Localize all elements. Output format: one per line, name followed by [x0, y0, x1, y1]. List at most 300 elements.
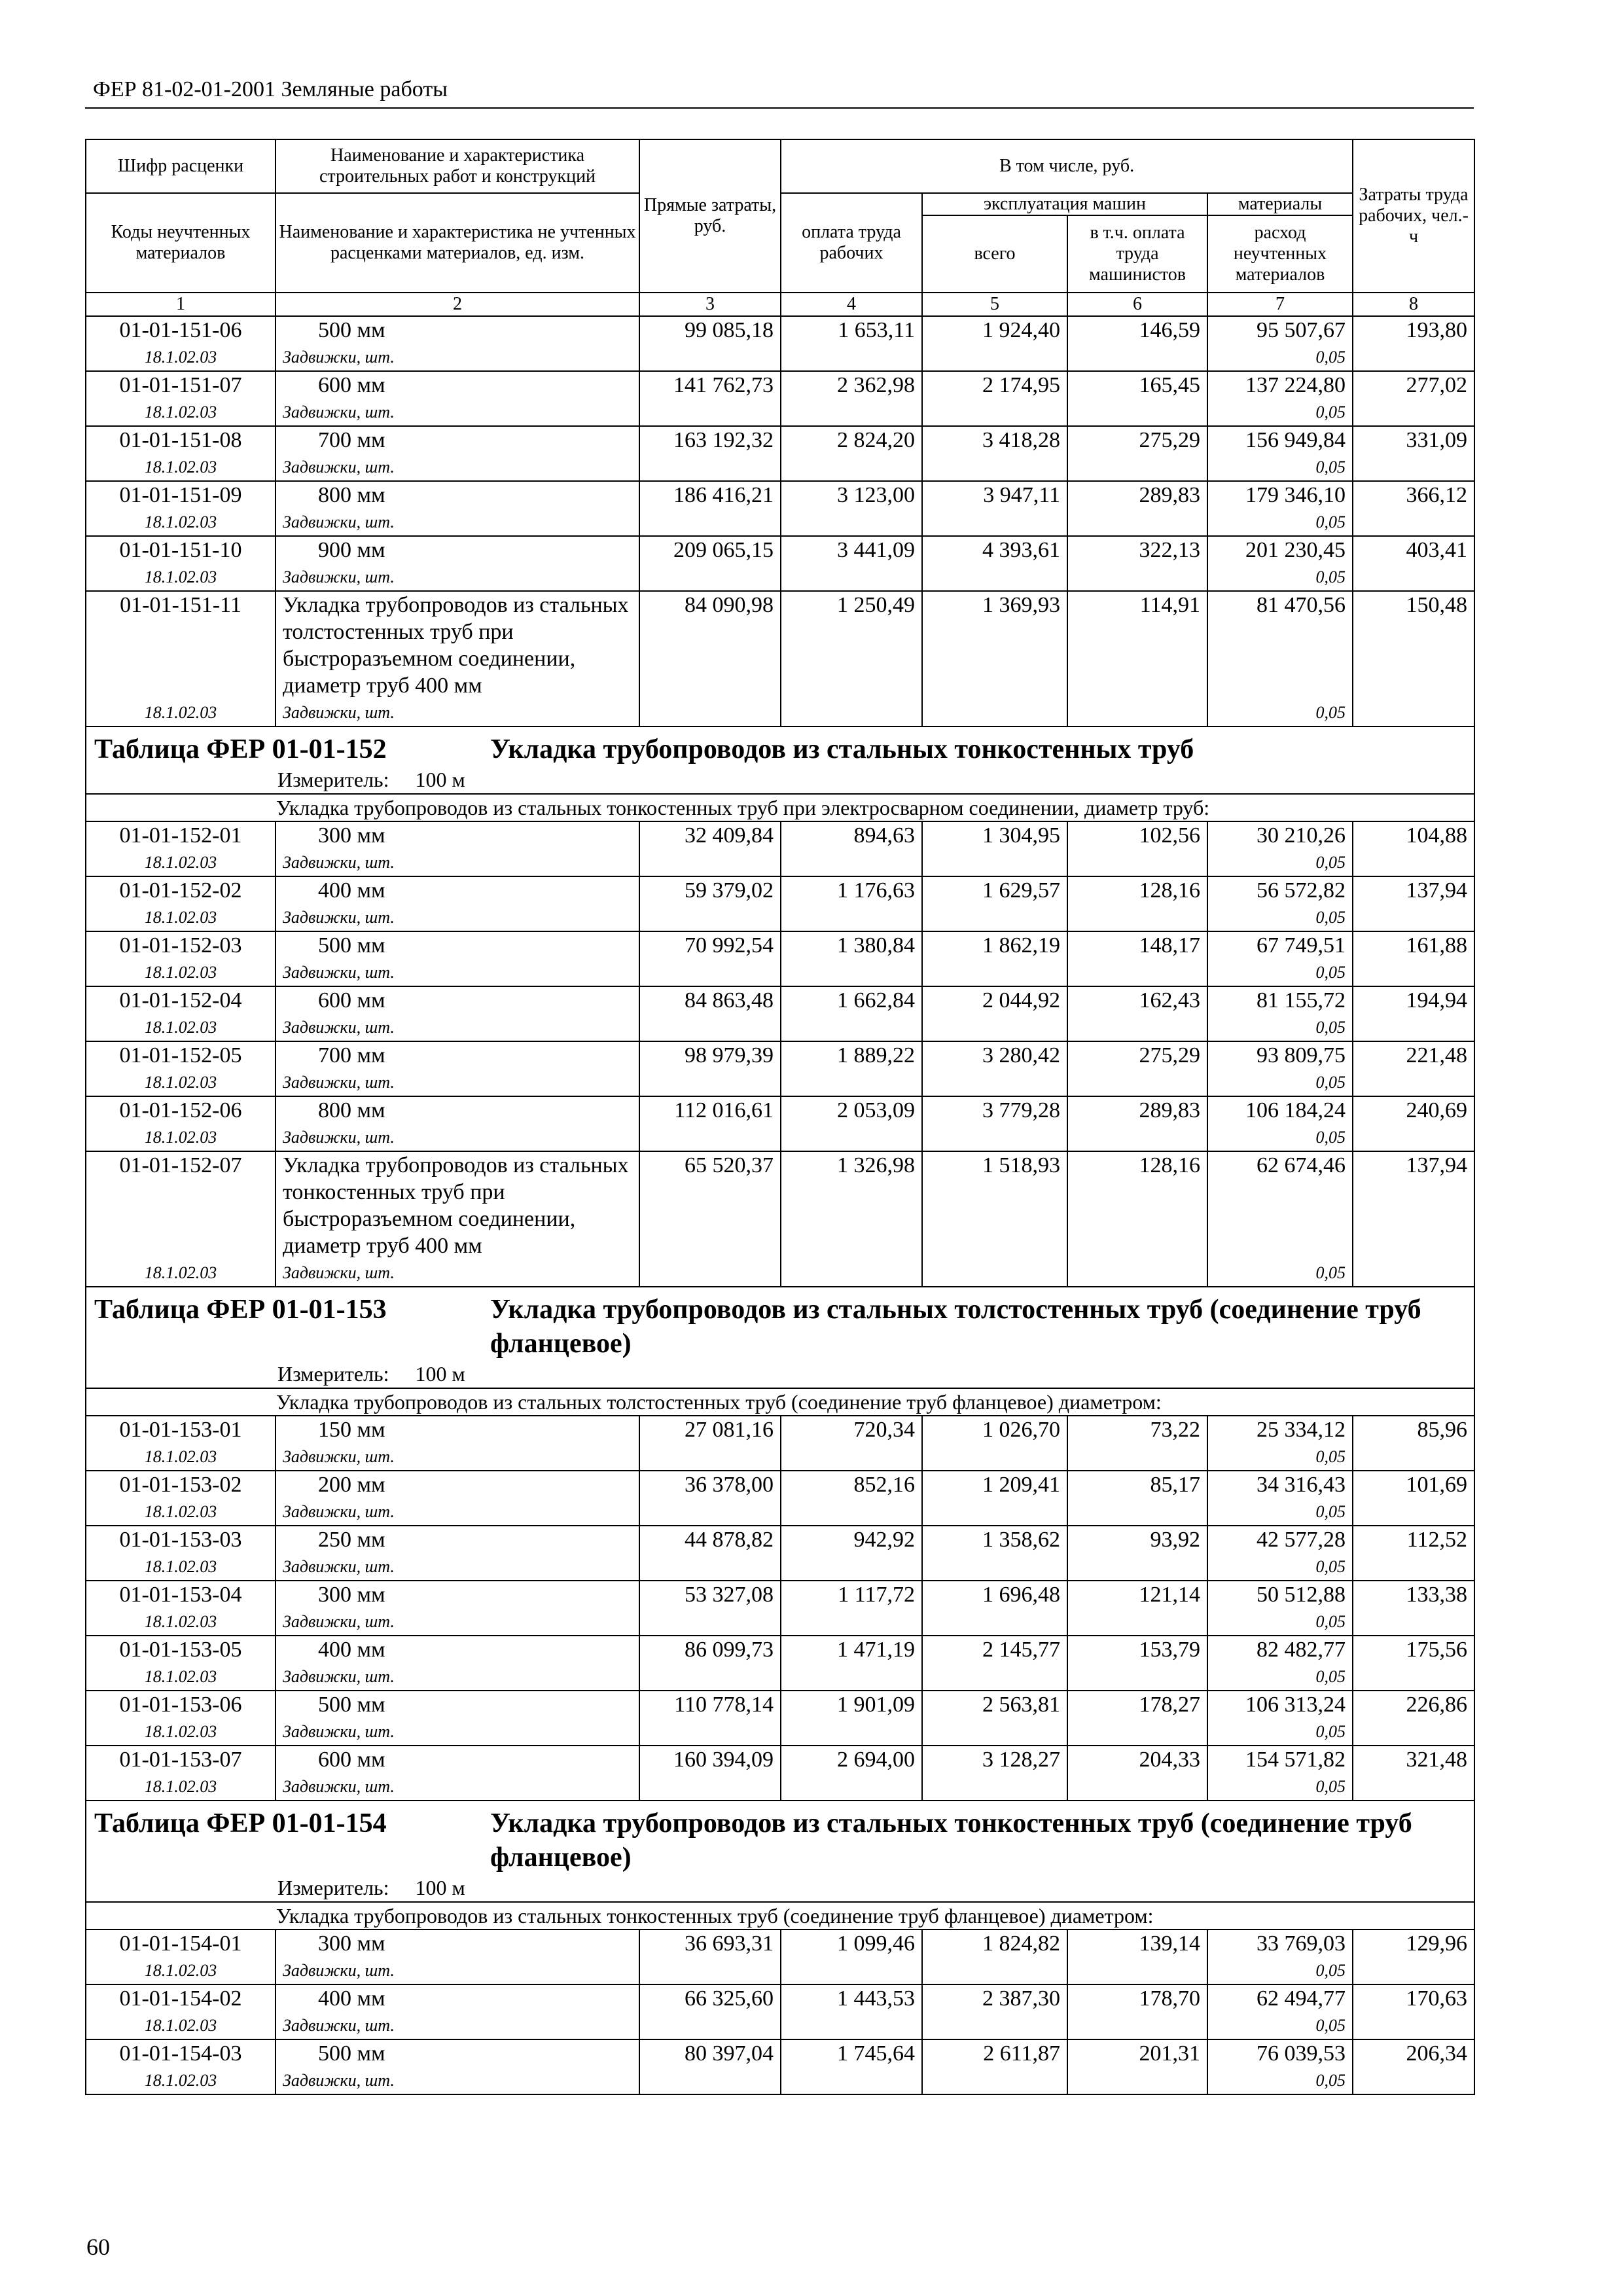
material-code: 18.1.02.03	[144, 908, 217, 927]
material-code: 18.1.02.03	[144, 1777, 217, 1796]
labor-hours: 85,96	[1353, 1416, 1474, 1471]
work-name-cell	[276, 536, 639, 591]
machines-total: 4 393,61	[922, 536, 1067, 591]
materials-cost: 50 512,88	[1257, 1583, 1346, 1607]
section-header-row	[86, 1801, 1474, 1874]
header-code-top: Шифр расценки	[86, 139, 276, 193]
labor-pay: 2 362,98	[781, 371, 922, 426]
materials-cell	[1207, 591, 1353, 726]
material-code: 18.1.02.03	[144, 1557, 217, 1576]
machines-total: 2 563,81	[922, 1691, 1067, 1746]
section-table-id: Таблица ФЕР 01-01-153	[94, 1295, 387, 1325]
work-name-cell	[276, 1041, 639, 1096]
table-row	[86, 426, 1474, 481]
material-qty: 0,05	[1315, 908, 1346, 927]
labor-pay: 1 250,49	[781, 591, 922, 726]
rate-code-cell	[86, 591, 276, 726]
materials-cell	[1207, 1416, 1353, 1471]
material-name: Задвижки, шт.	[283, 1722, 395, 1741]
rate-code: 01-01-154-01	[119, 1931, 242, 1956]
labor-pay: 1 901,09	[781, 1691, 922, 1746]
column-number: 5	[922, 293, 1067, 316]
work-name-cell	[276, 481, 639, 536]
material-name: Задвижки, шт.	[283, 703, 395, 722]
column-number: 2	[276, 293, 639, 316]
header-labor-pay: оплата труда рабочих	[781, 193, 922, 293]
material-name: Задвижки, шт.	[283, 853, 395, 872]
column-number: 1	[86, 293, 276, 316]
materials-cell	[1207, 986, 1353, 1041]
material-code: 18.1.02.03	[144, 1612, 217, 1631]
materials-cell	[1207, 1691, 1353, 1746]
table-row	[86, 1984, 1474, 2039]
material-qty: 0,05	[1315, 348, 1346, 367]
materials-cell	[1207, 1526, 1353, 1581]
machines-total: 1 696,48	[922, 1581, 1067, 1636]
rate-code: 01-01-151-09	[119, 483, 242, 507]
section-heading	[86, 726, 1474, 766]
rate-code-cell	[86, 1746, 276, 1801]
labor-hours: 277,02	[1353, 371, 1474, 426]
machines-pay: 275,29	[1067, 1041, 1207, 1096]
rates-table	[85, 139, 1475, 2095]
labor-hours: 112,52	[1353, 1526, 1474, 1581]
machines-pay: 153,79	[1067, 1636, 1207, 1691]
labor-pay: 2 824,20	[781, 426, 922, 481]
material-qty: 0,05	[1315, 1447, 1346, 1466]
section-table-title: Укладка трубопроводов из стальных тонкостенных труб	[490, 734, 1194, 764]
work-name: 700 мм	[318, 428, 385, 452]
work-name: 500 мм	[318, 1693, 385, 1717]
measure-label: Измеритель:	[277, 1876, 389, 1899]
direct-costs: 86 099,73	[639, 1636, 781, 1691]
material-qty: 0,05	[1315, 1612, 1346, 1631]
material-qty: 0,05	[1315, 1961, 1346, 1980]
work-name-cell	[276, 876, 639, 931]
table-row	[86, 1746, 1474, 1801]
material-qty: 0,05	[1315, 2016, 1346, 2035]
work-name-cell	[276, 1691, 639, 1746]
rate-code: 01-01-152-01	[119, 823, 242, 848]
rate-code-cell	[86, 1984, 276, 2039]
materials-cost: 156 949,84	[1245, 428, 1346, 452]
material-code: 18.1.02.03	[144, 1961, 217, 1980]
labor-pay: 1 471,19	[781, 1636, 922, 1691]
header-labor-costs: Затраты труда рабочих, чел.-ч	[1353, 139, 1474, 293]
direct-costs: 27 081,16	[639, 1416, 781, 1471]
materials-cost: 106 184,24	[1245, 1098, 1346, 1122]
table-row	[86, 986, 1474, 1041]
labor-hours: 133,38	[1353, 1581, 1474, 1636]
work-name: 500 мм	[318, 933, 385, 958]
section-table-title: Укладка трубопроводов из стальных тонкостенных труб (соединение труб фланцевое)	[490, 1808, 1412, 1873]
materials-cost: 25 334,12	[1257, 1418, 1346, 1442]
material-code: 18.1.02.03	[144, 348, 217, 367]
table-row	[86, 1636, 1474, 1691]
material-qty: 0,05	[1315, 1263, 1346, 1282]
material-name: Задвижки, шт.	[283, 1961, 395, 1980]
material-name: Задвижки, шт.	[283, 1667, 395, 1686]
machines-pay: 73,22	[1067, 1416, 1207, 1471]
rate-code: 01-01-151-07	[119, 373, 242, 397]
direct-costs: 84 863,48	[639, 986, 781, 1041]
labor-pay: 1 889,22	[781, 1041, 922, 1096]
table-row	[86, 1526, 1474, 1581]
materials-cost: 42 577,28	[1257, 1528, 1346, 1552]
rate-code: 01-01-154-02	[119, 1986, 242, 2011]
work-name-cell	[276, 1746, 639, 1801]
material-code: 18.1.02.03	[144, 853, 217, 872]
section-table-id: Таблица ФЕР 01-01-152	[94, 734, 387, 764]
machines-pay: 93,92	[1067, 1526, 1207, 1581]
rate-code-cell	[86, 931, 276, 986]
materials-cell	[1207, 1636, 1353, 1691]
column-number: 6	[1067, 293, 1207, 316]
table-row	[86, 1581, 1474, 1636]
measure-row	[86, 1874, 1474, 1902]
direct-costs: 80 397,04	[639, 2039, 781, 2094]
material-code: 18.1.02.03	[144, 963, 217, 982]
work-name-cell	[276, 371, 639, 426]
rate-code-cell	[86, 876, 276, 931]
machines-pay: 128,16	[1067, 1151, 1207, 1287]
materials-cell	[1207, 1096, 1353, 1151]
machines-pay: 85,17	[1067, 1471, 1207, 1526]
rate-code: 01-01-152-06	[119, 1098, 242, 1122]
section-subtitle: Укладка трубопроводов из стальных тонкостенных труб (соединение труб фланцевое) диаметром:	[86, 1902, 1474, 1929]
work-name: 200 мм	[318, 1473, 385, 1497]
section-table-title: Укладка трубопроводов из стальных толстостенных труб (соединение труб фланцевое)	[490, 1295, 1421, 1359]
materials-cost: 82 482,77	[1257, 1638, 1346, 1662]
subtitle-row	[86, 1902, 1474, 1929]
table-row	[86, 1471, 1474, 1526]
labor-hours: 366,12	[1353, 481, 1474, 536]
rate-code-cell	[86, 986, 276, 1041]
materials-cost: 67 749,51	[1257, 933, 1346, 958]
machines-pay: 139,14	[1067, 1929, 1207, 1984]
section-heading	[86, 1801, 1474, 1874]
labor-pay: 2 053,09	[781, 1096, 922, 1151]
materials-cell	[1207, 1984, 1353, 2039]
rate-code-cell	[86, 1636, 276, 1691]
material-name: Задвижки, шт.	[283, 2071, 395, 2090]
table-row	[86, 1691, 1474, 1746]
machines-total: 1 629,57	[922, 876, 1067, 931]
direct-costs: 209 065,15	[639, 536, 781, 591]
work-name-cell	[276, 821, 639, 876]
work-name-cell	[276, 931, 639, 986]
machines-pay: 121,14	[1067, 1581, 1207, 1636]
rate-code-cell	[86, 1691, 276, 1746]
labor-hours: 161,88	[1353, 931, 1474, 986]
material-name: Задвижки, шт.	[283, 1447, 395, 1466]
machines-total: 3 947,11	[922, 481, 1067, 536]
material-code: 18.1.02.03	[144, 1263, 217, 1282]
direct-costs: 59 379,02	[639, 876, 781, 931]
table-row	[86, 2039, 1474, 2094]
work-name: 150 мм	[318, 1418, 385, 1442]
machines-total: 3 418,28	[922, 426, 1067, 481]
labor-hours: 240,69	[1353, 1096, 1474, 1151]
work-name-cell	[276, 2039, 639, 2094]
material-qty: 0,05	[1315, 1667, 1346, 1686]
materials-cell	[1207, 481, 1353, 536]
machines-total: 3 779,28	[922, 1096, 1067, 1151]
labor-hours: 331,09	[1353, 426, 1474, 481]
column-number: 4	[781, 293, 922, 316]
material-qty: 0,05	[1315, 1557, 1346, 1576]
materials-cost: 62 674,46	[1257, 1153, 1346, 1177]
rate-code: 01-01-154-03	[119, 2041, 242, 2066]
work-name: 600 мм	[318, 1748, 385, 1772]
table-row	[86, 931, 1474, 986]
work-name-cell	[276, 316, 639, 371]
materials-cell	[1207, 371, 1353, 426]
header-code-bottom: Коды неучтенных материалов	[86, 193, 276, 293]
labor-hours: 206,34	[1353, 2039, 1474, 2094]
direct-costs: 112 016,61	[639, 1096, 781, 1151]
table-row	[86, 1096, 1474, 1151]
labor-pay: 852,16	[781, 1471, 922, 1526]
material-code: 18.1.02.03	[144, 1073, 217, 1092]
labor-pay: 894,63	[781, 821, 922, 876]
materials-cell	[1207, 1929, 1353, 1984]
header-materials-consumption: расход неучтенных материалов	[1207, 215, 1353, 293]
table-row	[86, 371, 1474, 426]
measure-value: 100 м	[415, 768, 465, 791]
machines-total: 1 824,82	[922, 1929, 1067, 1984]
materials-cost: 62 494,77	[1257, 1986, 1346, 2011]
labor-hours: 129,96	[1353, 1929, 1474, 1984]
machines-total: 2 044,92	[922, 986, 1067, 1041]
direct-costs: 66 325,60	[639, 1984, 781, 2039]
direct-costs: 84 090,98	[639, 591, 781, 726]
material-code: 18.1.02.03	[144, 703, 217, 722]
machines-total: 1 026,70	[922, 1416, 1067, 1471]
direct-costs: 70 992,54	[639, 931, 781, 986]
material-name: Задвижки, шт.	[283, 1502, 395, 1521]
table-row	[86, 1416, 1474, 1471]
table-row	[86, 536, 1474, 591]
header-machines-total: всего	[922, 215, 1067, 293]
material-name: Задвижки, шт.	[283, 567, 395, 586]
rate-code: 01-01-153-02	[119, 1473, 242, 1497]
work-name: 250 мм	[318, 1528, 385, 1552]
material-name: Задвижки, шт.	[283, 403, 395, 422]
material-qty: 0,05	[1315, 567, 1346, 586]
rate-code: 01-01-152-05	[119, 1043, 242, 1067]
materials-cell	[1207, 876, 1353, 931]
work-name: 300 мм	[318, 1583, 385, 1607]
work-name: 400 мм	[318, 878, 385, 903]
measure-cell	[86, 1361, 1474, 1388]
rate-code: 01-01-151-11	[120, 593, 241, 617]
work-name: 300 мм	[318, 823, 385, 848]
table-row	[86, 481, 1474, 536]
materials-cell	[1207, 1471, 1353, 1526]
rate-code: 01-01-153-05	[119, 1638, 242, 1662]
machines-pay: 162,43	[1067, 986, 1207, 1041]
labor-pay: 3 441,09	[781, 536, 922, 591]
machines-total: 1 304,95	[922, 821, 1067, 876]
material-code: 18.1.02.03	[144, 2071, 217, 2090]
column-numbers-row	[86, 293, 1474, 316]
machines-pay: 146,59	[1067, 316, 1207, 371]
work-name: 800 мм	[318, 483, 385, 507]
rate-code: 01-01-152-07	[119, 1153, 242, 1177]
material-qty: 0,05	[1315, 853, 1346, 872]
direct-costs: 141 762,73	[639, 371, 781, 426]
work-name: 600 мм	[318, 373, 385, 397]
rate-code-cell	[86, 1151, 276, 1287]
work-name: 700 мм	[318, 1043, 385, 1067]
material-code: 18.1.02.03	[144, 512, 217, 531]
material-code: 18.1.02.03	[144, 1018, 217, 1037]
rate-code-cell	[86, 1929, 276, 1984]
measure-cell	[86, 766, 1474, 794]
labor-pay: 1 117,72	[781, 1581, 922, 1636]
rate-code: 01-01-153-03	[119, 1528, 242, 1552]
machines-pay: 322,13	[1067, 536, 1207, 591]
rate-code-cell	[86, 1041, 276, 1096]
material-name: Задвижки, шт.	[283, 1263, 395, 1282]
rate-code: 01-01-153-07	[119, 1748, 242, 1772]
work-name: 300 мм	[318, 1931, 385, 1956]
machines-pay: 204,33	[1067, 1746, 1207, 1801]
machines-pay: 178,27	[1067, 1691, 1207, 1746]
section-subtitle: Укладка трубопроводов из стальных толстостенных труб (соединение труб фланцевое) диаметром:	[86, 1388, 1474, 1416]
rate-code-cell	[86, 2039, 276, 2094]
material-qty: 0,05	[1315, 2071, 1346, 2090]
material-qty: 0,05	[1315, 703, 1346, 722]
table-row	[86, 1151, 1474, 1287]
materials-cost: 34 316,43	[1257, 1473, 1346, 1497]
machines-pay: 165,45	[1067, 371, 1207, 426]
material-qty: 0,05	[1315, 1128, 1346, 1147]
direct-costs: 36 378,00	[639, 1471, 781, 1526]
page-number: 60	[86, 2234, 110, 2260]
labor-pay: 942,92	[781, 1526, 922, 1581]
material-qty: 0,05	[1315, 512, 1346, 531]
labor-hours: 137,94	[1353, 876, 1474, 931]
labor-pay: 1 099,46	[781, 1929, 922, 1984]
rate-code: 01-01-151-10	[119, 538, 242, 562]
rate-code-cell	[86, 371, 276, 426]
materials-cost: 106 313,24	[1245, 1693, 1346, 1717]
machines-total: 1 862,19	[922, 931, 1067, 986]
table-header-row	[86, 139, 1474, 193]
materials-cell	[1207, 1746, 1353, 1801]
section-header-row	[86, 1287, 1474, 1361]
work-name-cell	[276, 1636, 639, 1691]
materials-cost: 81 470,56	[1257, 593, 1346, 617]
column-number: 8	[1353, 293, 1474, 316]
labor-pay: 1 176,63	[781, 876, 922, 931]
header-machines-pay: в т.ч. оплата труда машинистов	[1067, 215, 1207, 293]
work-name-cell	[276, 1096, 639, 1151]
rate-code: 01-01-152-03	[119, 933, 242, 958]
work-name: Укладка трубопроводов из стальных толстостенных труб при быстроразъемном соединении, диаметр труб 400 мм	[283, 593, 629, 698]
machines-pay: 114,91	[1067, 591, 1207, 726]
machines-pay: 128,16	[1067, 876, 1207, 931]
direct-costs: 186 416,21	[639, 481, 781, 536]
rate-code-cell	[86, 1471, 276, 1526]
labor-hours: 321,48	[1353, 1746, 1474, 1801]
direct-costs: 44 878,82	[639, 1526, 781, 1581]
materials-cell	[1207, 316, 1353, 371]
materials-cost: 30 210,26	[1257, 823, 1346, 848]
materials-cost: 137 224,80	[1245, 373, 1346, 397]
machines-pay: 289,83	[1067, 481, 1207, 536]
material-name: Задвижки, шт.	[283, 1073, 395, 1092]
labor-hours: 104,88	[1353, 821, 1474, 876]
material-name: Задвижки, шт.	[283, 1128, 395, 1147]
labor-hours: 193,80	[1353, 316, 1474, 371]
section-table-id: Таблица ФЕР 01-01-154	[94, 1808, 387, 1839]
work-name-cell	[276, 1929, 639, 1984]
machines-total: 1 209,41	[922, 1471, 1067, 1526]
machines-total: 3 128,27	[922, 1746, 1067, 1801]
rate-code: 01-01-151-08	[119, 428, 242, 452]
labor-hours: 170,63	[1353, 1984, 1474, 2039]
work-name: 600 мм	[318, 988, 385, 1013]
work-name: 500 мм	[318, 318, 385, 342]
section-header-row	[86, 726, 1474, 766]
header-direct-costs: Прямые затраты, руб.	[639, 139, 781, 293]
material-code: 18.1.02.03	[144, 1128, 217, 1147]
materials-cost: 76 039,53	[1257, 2041, 1346, 2066]
header-rule	[85, 107, 1474, 109]
rate-code-cell	[86, 481, 276, 536]
material-code: 18.1.02.03	[144, 1502, 217, 1521]
column-number: 3	[639, 293, 781, 316]
measure-row	[86, 1361, 1474, 1388]
material-name: Задвижки, шт.	[283, 1612, 395, 1631]
work-name-cell	[276, 986, 639, 1041]
measure-row	[86, 766, 1474, 794]
labor-hours: 221,48	[1353, 1041, 1474, 1096]
materials-cell	[1207, 1041, 1353, 1096]
work-name: 800 мм	[318, 1098, 385, 1122]
direct-costs: 99 085,18	[639, 316, 781, 371]
rate-code-cell	[86, 821, 276, 876]
table-row	[86, 1041, 1474, 1096]
material-qty: 0,05	[1315, 1018, 1346, 1037]
header-name-top: Наименование и характеристика строительных работ и конструкций	[276, 139, 639, 193]
subtitle-row	[86, 794, 1474, 821]
machines-total: 1 369,93	[922, 591, 1067, 726]
machines-total: 1 358,62	[922, 1526, 1067, 1581]
work-name-cell	[276, 1984, 639, 2039]
material-name: Задвижки, шт.	[283, 348, 395, 367]
machines-pay: 289,83	[1067, 1096, 1207, 1151]
machines-total: 1 924,40	[922, 316, 1067, 371]
materials-cost: 33 769,03	[1257, 1931, 1346, 1956]
labor-pay: 1 380,84	[781, 931, 922, 986]
machines-pay: 275,29	[1067, 426, 1207, 481]
material-qty: 0,05	[1315, 1073, 1346, 1092]
subtitle-row	[86, 1388, 1474, 1416]
direct-costs: 160 394,09	[639, 1746, 781, 1801]
direct-costs: 53 327,08	[639, 1581, 781, 1636]
material-code: 18.1.02.03	[144, 2016, 217, 2035]
measure-label: Измеритель:	[277, 768, 389, 791]
machines-pay: 148,17	[1067, 931, 1207, 986]
work-name-cell	[276, 591, 639, 726]
header-including: В том числе, руб.	[781, 139, 1353, 193]
direct-costs: 65 520,37	[639, 1151, 781, 1287]
table-row	[86, 821, 1474, 876]
